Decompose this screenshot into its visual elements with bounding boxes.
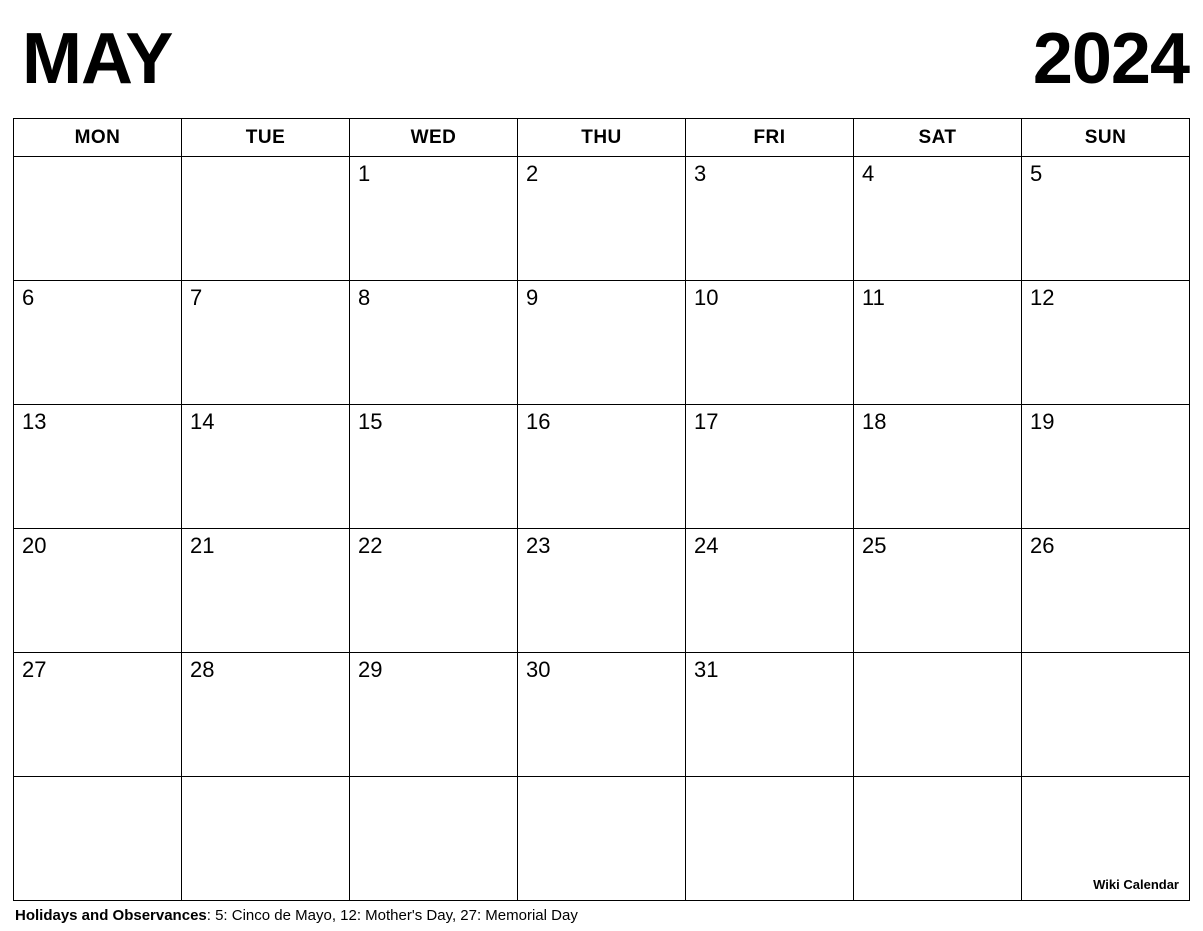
weekday-header-thu: THU (518, 119, 686, 157)
day-cell[interactable] (350, 529, 518, 653)
day-number: 7 (190, 285, 203, 310)
day-cell[interactable] (686, 777, 854, 901)
day-cell[interactable] (182, 529, 350, 653)
day-cell[interactable] (1022, 777, 1190, 901)
day-number: 23 (526, 533, 551, 558)
day-cell[interactable] (854, 281, 1022, 405)
day-number: 6 (22, 285, 35, 310)
day-cell[interactable] (1022, 653, 1190, 777)
day-cell[interactable] (350, 405, 518, 529)
day-number: 12 (1030, 285, 1055, 310)
day-number: 9 (526, 285, 539, 310)
day-cell[interactable] (1022, 281, 1190, 405)
weekday-header-tue: TUE (182, 119, 350, 157)
day-number: 28 (190, 657, 215, 682)
day-number: 15 (358, 409, 383, 434)
calendar-grid (13, 118, 1190, 901)
holidays-footer (13, 907, 1190, 925)
day-cell[interactable] (14, 157, 182, 281)
day-cell[interactable] (854, 157, 1022, 281)
day-number: 2 (526, 161, 539, 186)
day-number: 10 (694, 285, 719, 310)
day-cell[interactable] (1022, 529, 1190, 653)
day-number: 30 (526, 657, 551, 682)
day-cell[interactable] (854, 529, 1022, 653)
year-title: 2024 (1032, 19, 1189, 99)
day-number: 1 (358, 161, 371, 186)
day-number: 14 (190, 409, 215, 434)
day-cell[interactable] (182, 281, 350, 405)
day-cell[interactable] (350, 281, 518, 405)
weekday-header-sun: SUN (1022, 119, 1190, 157)
day-cell[interactable] (518, 529, 686, 653)
calendar-title-row (0, 0, 1203, 118)
day-cell[interactable] (14, 777, 182, 901)
day-number: 11 (862, 285, 885, 310)
holidays-text: 5: Cinco de Mayo, 12: Mother's Day, 27: Memorial Day (215, 907, 578, 924)
holidays-separator: : (206, 907, 216, 924)
weekday-header-wed: WED (350, 119, 518, 157)
day-number: 25 (862, 533, 887, 558)
day-number: 18 (862, 409, 887, 434)
wiki-calendar-watermark: Wiki Calendar (1093, 877, 1179, 892)
weekday-header-mon: MON (14, 119, 182, 157)
day-cell[interactable] (14, 653, 182, 777)
day-number: 4 (862, 161, 875, 186)
day-cell[interactable] (14, 529, 182, 653)
day-cell[interactable] (686, 157, 854, 281)
day-cell[interactable] (1022, 405, 1190, 529)
day-number: 5 (1030, 161, 1043, 186)
day-number: 17 (694, 409, 719, 434)
day-cell[interactable] (854, 777, 1022, 901)
day-number: 29 (358, 657, 383, 682)
day-cell[interactable] (182, 157, 350, 281)
day-cell[interactable] (350, 157, 518, 281)
day-cell[interactable] (350, 777, 518, 901)
day-cell[interactable] (686, 529, 854, 653)
day-number: 21 (190, 533, 215, 558)
day-number: 27 (22, 657, 47, 682)
day-number: 22 (358, 533, 383, 558)
day-number: 31 (694, 657, 719, 682)
day-cell[interactable] (686, 653, 854, 777)
day-cell[interactable] (854, 653, 1022, 777)
day-number: 16 (526, 409, 551, 434)
day-number: 20 (22, 533, 47, 558)
day-cell[interactable] (350, 653, 518, 777)
weekday-header-sat: SAT (854, 119, 1022, 157)
day-cell[interactable] (518, 405, 686, 529)
day-number: 13 (22, 409, 47, 434)
day-cell[interactable] (686, 281, 854, 405)
day-number: 24 (694, 533, 719, 558)
day-cell[interactable] (518, 777, 686, 901)
weekday-header-fri: FRI (686, 119, 854, 157)
day-cell[interactable] (518, 653, 686, 777)
day-cell[interactable] (1022, 157, 1190, 281)
holidays-label: Holidays and Observances (15, 907, 207, 924)
day-cell[interactable] (518, 157, 686, 281)
day-number: 8 (358, 285, 371, 310)
month-title: MAY (22, 19, 173, 99)
day-number: 19 (1030, 409, 1055, 434)
day-cell[interactable] (14, 281, 182, 405)
day-number: 3 (694, 161, 707, 186)
day-cell[interactable] (518, 281, 686, 405)
day-cell[interactable] (182, 653, 350, 777)
day-cell[interactable] (14, 405, 182, 529)
day-cell[interactable] (686, 405, 854, 529)
day-cell[interactable] (854, 405, 1022, 529)
day-cell[interactable] (182, 405, 350, 529)
day-number: 26 (1030, 533, 1055, 558)
day-cell[interactable] (182, 777, 350, 901)
